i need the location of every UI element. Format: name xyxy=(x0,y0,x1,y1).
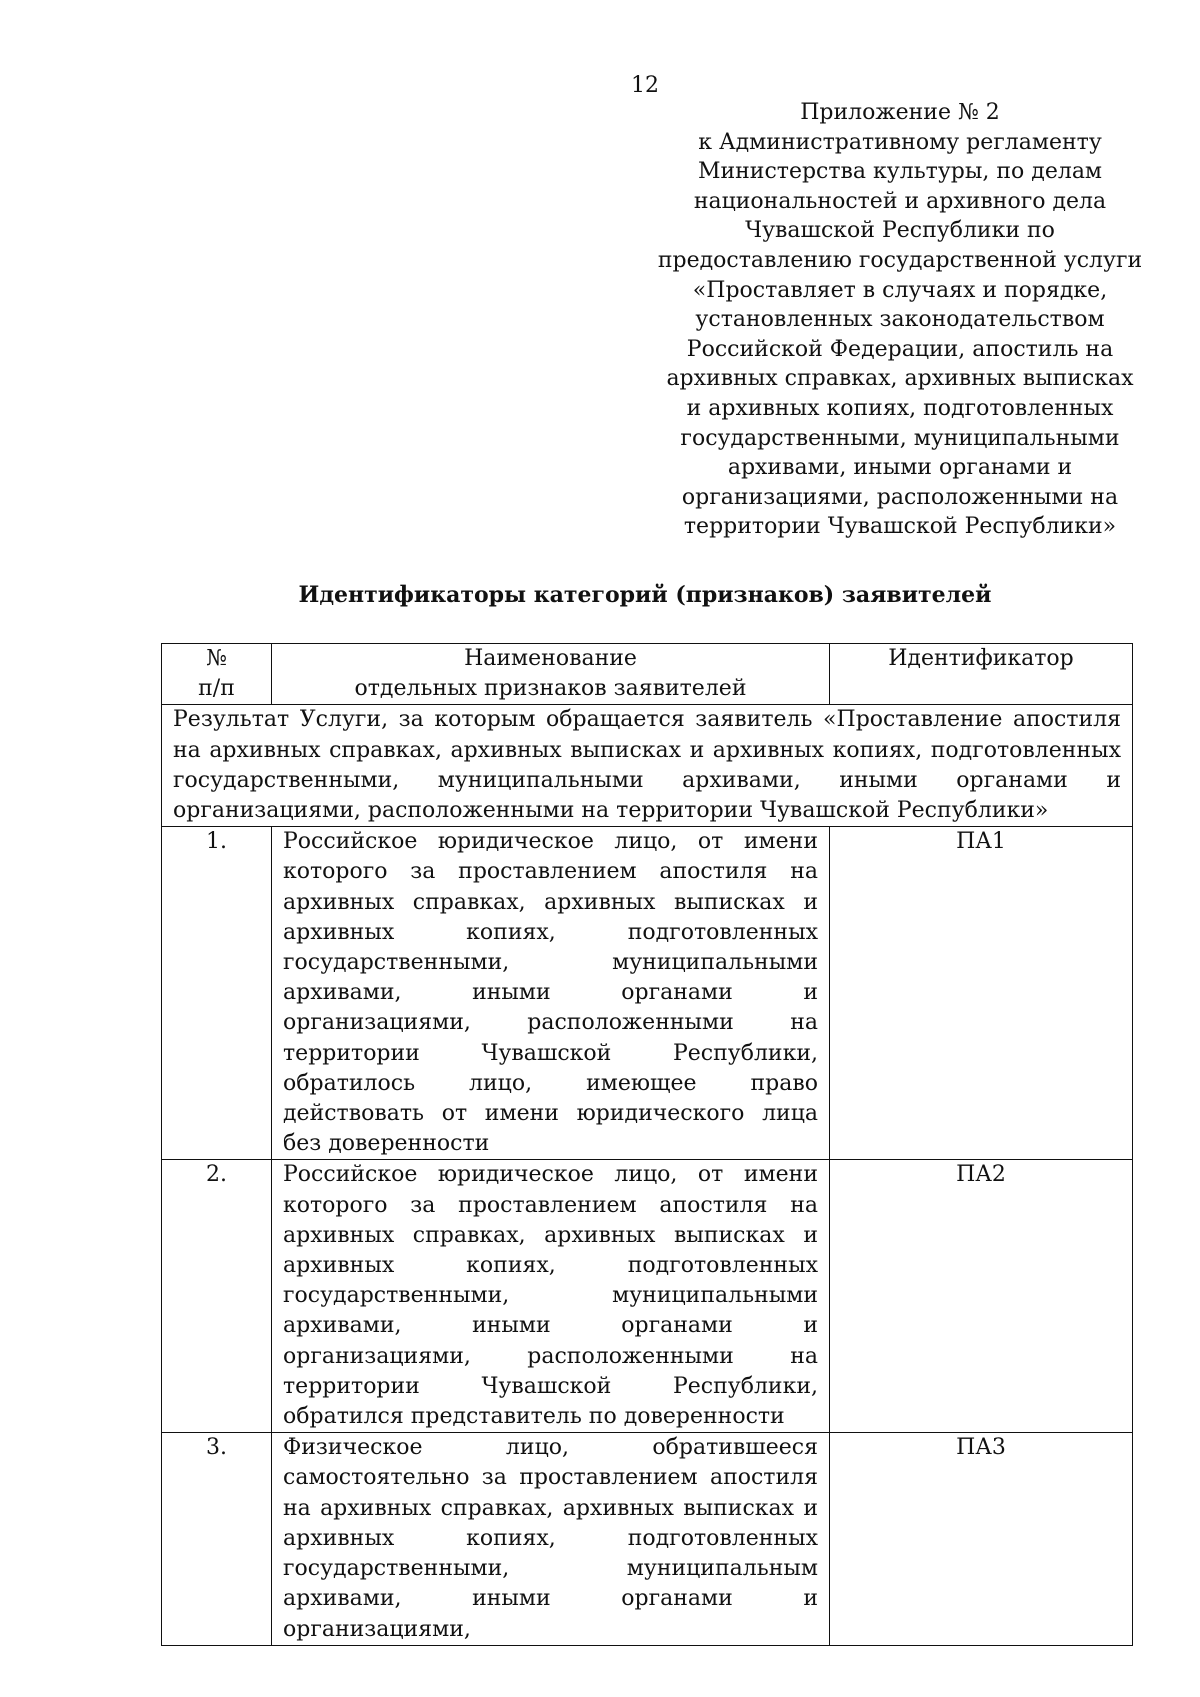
result-description: Результат Услуги, за которым обращается заявитель «Проставление апостиля на архивных справках, архивных выписках и архивных копиях, подготовленных государственными, муниципальными архивами, иными органами и организациями, расположенными на территории Чувашской Республики» xyxy=(162,705,1133,827)
header-name-line1: Наименование xyxy=(464,646,637,671)
appendix-line: государственными, муниципальными xyxy=(680,425,1120,451)
table-row xyxy=(162,1160,1133,1433)
appendix-line: предоставлению государственной услуги xyxy=(657,247,1143,273)
header-identifier: Идентификатор xyxy=(830,644,1133,705)
row-number: 3. xyxy=(162,1433,272,1645)
header-name xyxy=(272,644,830,705)
appendix-line: архивами, иными органами и xyxy=(727,455,1073,481)
table-row xyxy=(162,1433,1133,1645)
appendix-line: и архивных копиях, подготовленных xyxy=(686,395,1114,421)
appendix-line: к Административному регламенту xyxy=(698,129,1102,155)
appendix-line: Российской Федерации, апостиль на xyxy=(686,336,1114,362)
row-number: 1. xyxy=(162,827,272,1160)
row-description: Российское юридическое лицо, от имени которого за проставлением апостиля на архивных справках, архивных выписках и архивных копиях, подготовленных государственными, муниципальными архивами, иными органами и организациями, расположенными на территории Чувашской Республики, обратилось лицо, имеющее право действовать от имени юридического лица без доверенности xyxy=(272,827,830,1160)
row-identifier: ПА1 xyxy=(830,827,1133,1160)
row-number: 2. xyxy=(162,1160,272,1433)
appendix-line: Министерства культуры, по делам xyxy=(697,159,1103,185)
appendix-line: установленных законодательством xyxy=(695,307,1105,333)
row-description: Физическое лицо, обратившееся самостоятельно за проставлением апостиля на архивных справках, архивных выписках и архивных копиях, подготовленных государственными, муниципальным архивами, иными органами и организациями, xyxy=(272,1433,830,1645)
header-name-line2: отдельных признаков заявителей xyxy=(354,676,747,702)
row-identifier: ПА3 xyxy=(830,1433,1133,1645)
header-number-abbr: п/п xyxy=(198,676,235,702)
result-row xyxy=(162,705,1133,827)
appendix-line: организациями, расположенными на xyxy=(681,484,1119,510)
appendix-line: Чувашской Республики по xyxy=(745,218,1055,244)
header-number-symbol: № xyxy=(206,646,227,671)
appendix-line: Приложение № 2 xyxy=(800,100,1000,125)
header-number xyxy=(162,644,272,705)
appendix-line: национальностей и архивного дела xyxy=(693,188,1107,214)
page-number: 12 xyxy=(631,73,659,98)
row-identifier: ПА2 xyxy=(830,1160,1133,1433)
document-title: Идентификаторы категорий (признаков) заявителей xyxy=(298,582,992,608)
appendix-line: «Проставляет в случаях и порядке, xyxy=(692,277,1108,303)
appendix-line: территории Чувашской Республики» xyxy=(683,514,1117,540)
appendix-line: архивных справках, архивных выписках xyxy=(666,366,1134,392)
appendix-header xyxy=(650,98,1150,542)
applicant-categories-table xyxy=(161,643,1133,1646)
table-row xyxy=(162,827,1133,1160)
table-header-row xyxy=(162,644,1133,705)
row-description: Российское юридическое лицо, от имени которого за проставлением апостиля на архивных справках, архивных выписках и архивных копиях, подготовленных государственными, муниципальными архивами, иными органами и организациями, расположенными на территории Чувашской Республики, обратился представитель по доверенности xyxy=(272,1160,830,1433)
